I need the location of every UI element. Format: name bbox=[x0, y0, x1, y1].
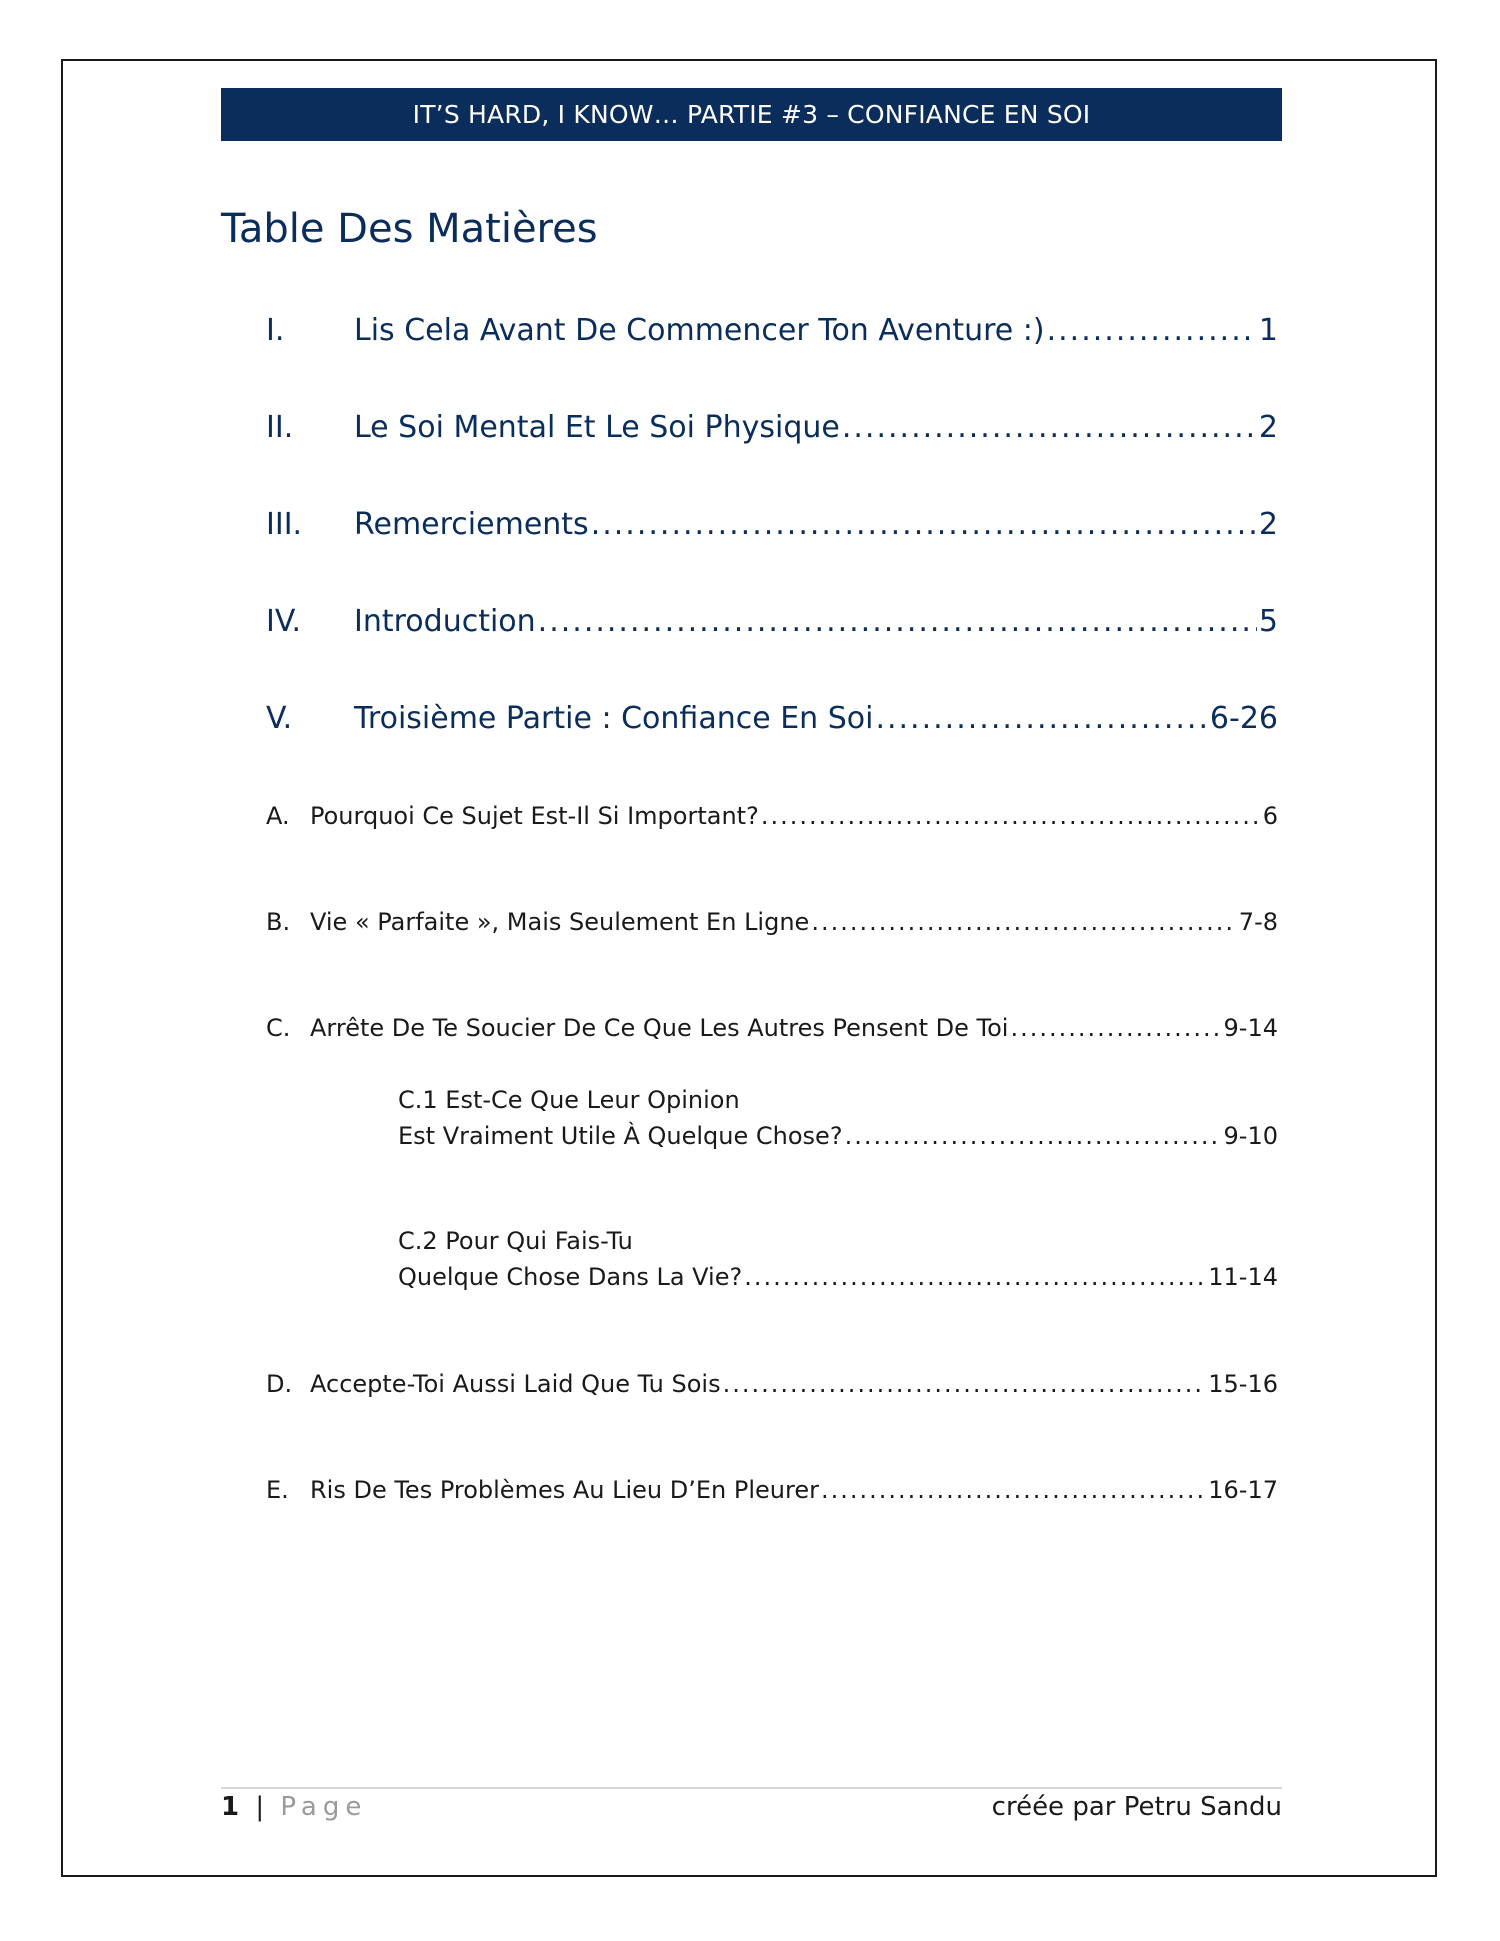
dot-leader bbox=[538, 604, 1257, 639]
toc-subentry-letter: C. bbox=[266, 1014, 291, 1042]
dot-leader bbox=[1010, 1014, 1221, 1042]
toc-subsubentry-page: 11-14 bbox=[1208, 1263, 1278, 1291]
toc-entry-number: I. bbox=[266, 313, 285, 348]
toc-entry-page: 6-26 bbox=[1209, 701, 1278, 736]
dot-leader bbox=[811, 908, 1236, 936]
toc-subsubentry-line1: C.1 Est-Ce Que Leur Opinion bbox=[398, 1086, 740, 1114]
toc-subentry-b[interactable] bbox=[266, 908, 1278, 936]
dot-leader bbox=[875, 701, 1207, 736]
toc-subentry-letter: A. bbox=[266, 802, 290, 830]
toc-subentry-text: Arrête De Te Soucier De Ce Que Les Autres Pensent De Toi bbox=[310, 1014, 1009, 1042]
toc-subentry-c[interactable] bbox=[266, 1014, 1278, 1042]
dot-leader bbox=[761, 802, 1261, 830]
dot-leader bbox=[845, 1122, 1222, 1150]
toc-subentry-text: Accepte-Toi Aussi Laid Que Tu Sois bbox=[310, 1370, 721, 1398]
dot-leader bbox=[842, 410, 1257, 445]
toc-subentry-text: Pourquoi Ce Sujet Est-Il Si Important? bbox=[310, 802, 759, 830]
dot-leader bbox=[821, 1476, 1206, 1504]
toc-entry-number: III. bbox=[266, 507, 303, 542]
toc-entry-2[interactable] bbox=[266, 410, 1278, 445]
toc-subentry-page: 7-8 bbox=[1238, 908, 1278, 936]
dot-leader bbox=[723, 1370, 1207, 1398]
toc-entry-text: Lis Cela Avant De Commencer Ton Aventure :) bbox=[354, 313, 1045, 348]
toc-entry-page: 2 bbox=[1258, 507, 1278, 542]
toc-subentry-text: Ris De Tes Problèmes Au Lieu D’En Pleurer bbox=[310, 1476, 819, 1504]
dot-leader bbox=[744, 1263, 1206, 1291]
toc-subentry-e[interactable] bbox=[266, 1476, 1278, 1504]
footer-credit: créée par Petru Sandu bbox=[991, 1792, 1282, 1822]
toc-entry-page: 2 bbox=[1258, 410, 1278, 445]
toc-title: Table Des Matières bbox=[221, 206, 598, 252]
toc-subentry-letter: D. bbox=[266, 1370, 293, 1398]
toc-subsubentry-page: 9-10 bbox=[1223, 1122, 1278, 1150]
dot-leader bbox=[591, 507, 1257, 542]
toc-subsubentry-line2-row bbox=[398, 1122, 1278, 1150]
toc-entry-text: Introduction bbox=[354, 604, 536, 639]
toc-entry-text: Remerciements bbox=[354, 507, 589, 542]
toc-subentry-page: 15-16 bbox=[1208, 1370, 1278, 1398]
toc-entry-text: Troisième Partie : Confiance En Soi bbox=[354, 701, 874, 736]
toc-subentry-a[interactable] bbox=[266, 802, 1278, 830]
footer-page-number: 1 bbox=[221, 1792, 240, 1822]
footer-separator: | bbox=[255, 1792, 265, 1822]
toc-entry-4[interactable] bbox=[266, 604, 1278, 639]
toc-entry-text: Le Soi Mental Et Le Soi Physique bbox=[354, 410, 840, 445]
toc-entry-page: 1 bbox=[1258, 313, 1278, 348]
toc-entry-1[interactable] bbox=[266, 313, 1278, 348]
toc-subsubentry-c2[interactable] bbox=[398, 1227, 1278, 1291]
toc-entry-3[interactable] bbox=[266, 507, 1278, 542]
toc-subentry-letter: B. bbox=[266, 908, 291, 936]
dot-leader bbox=[1047, 313, 1257, 348]
toc-entry-number: II. bbox=[266, 410, 294, 445]
header-bar bbox=[221, 88, 1282, 141]
toc-subsubentry-line1: C.2 Pour Qui Fais-Tu bbox=[398, 1227, 633, 1255]
toc-subsubentry-line2: Quelque Chose Dans La Vie? bbox=[398, 1263, 743, 1291]
toc-entry-number: V. bbox=[266, 701, 293, 736]
toc-subentry-text: Vie « Parfaite », Mais Seulement En Ligne bbox=[310, 908, 810, 936]
toc-subentry-letter: E. bbox=[266, 1476, 289, 1504]
toc-subsubentry-line2-row bbox=[398, 1263, 1278, 1291]
toc-subentry-page: 16-17 bbox=[1208, 1476, 1278, 1504]
toc-subsubentry-c1[interactable] bbox=[398, 1086, 1278, 1150]
toc-entry-number: IV. bbox=[266, 604, 302, 639]
footer-divider bbox=[221, 1787, 1282, 1789]
toc-entry-page: 5 bbox=[1258, 604, 1278, 639]
footer-page-word: Page bbox=[280, 1792, 368, 1822]
header-title: IT’S HARD, I KNOW… PARTIE #3 – CONFIANCE EN SOI bbox=[412, 100, 1091, 129]
toc-subentry-page: 9-14 bbox=[1223, 1014, 1278, 1042]
toc-subentry-page: 6 bbox=[1262, 802, 1278, 830]
toc-subentry-d[interactable] bbox=[266, 1370, 1278, 1398]
toc-entry-5[interactable] bbox=[266, 701, 1278, 736]
footer-page-indicator bbox=[221, 1792, 367, 1822]
toc-subsubentry-line2: Est Vraiment Utile À Quelque Chose? bbox=[398, 1122, 843, 1150]
